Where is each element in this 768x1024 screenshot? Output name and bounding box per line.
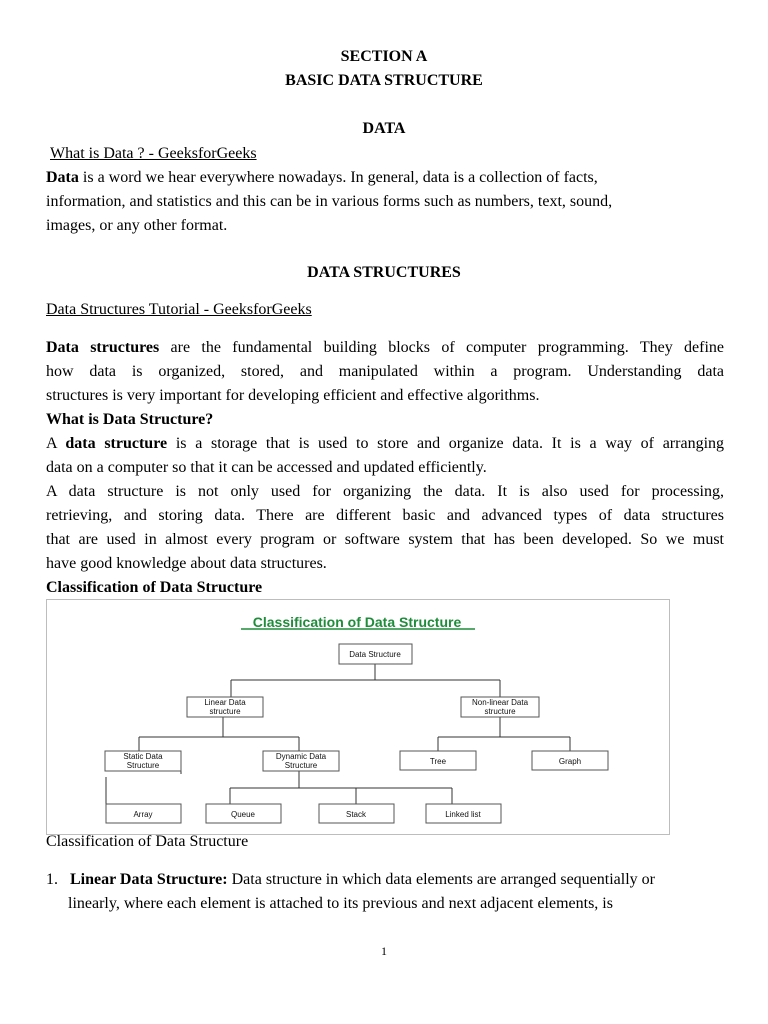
ds-paragraph-line-2: how data is organized, stored, and manipulated within a program. Understanding data xyxy=(46,363,724,380)
node-stack-label: Stack xyxy=(345,810,367,819)
ds-use-line-2: retrieving, and storing data. There are different basic and advanced types of data structures xyxy=(46,507,724,524)
node-static-label-1: Static Data xyxy=(123,752,163,761)
section-subtitle: BASIC DATA STRUCTURE xyxy=(285,72,483,89)
ds-def-line-2: data on a computer so that it can be accessed and updated efficiently. xyxy=(46,459,487,476)
node-graph-label: Graph xyxy=(558,757,582,766)
classification-diagram-svg xyxy=(47,600,669,834)
data-paragraph-line-1 xyxy=(46,166,724,190)
node-dynamic-label-1: Dynamic Data xyxy=(275,752,327,761)
data-term: Data xyxy=(46,169,79,186)
ds-link-line xyxy=(46,298,724,322)
data-heading: DATA xyxy=(362,120,406,137)
diagram-title: Classification of Data Structure xyxy=(252,614,462,630)
node-queue-label: Queue xyxy=(230,810,256,819)
node-linked-list-label: Linked list xyxy=(445,810,481,819)
node-tree-label: Tree xyxy=(429,757,447,766)
ds-paragraph-line-3: structures is very important for developing efficient and effective algorithms. xyxy=(46,387,540,404)
list-item-1-line-1: 1. Linear Data Structure: Data structure in which data elements are arranged sequentially or xyxy=(46,871,655,888)
data-paragraph-line-2: information, and statistics and this can be in various forms such as numbers, text, sound, xyxy=(46,193,613,210)
ds-paragraph-line-1: Data structures are the fundamental building blocks of computer programming. They define xyxy=(46,339,725,356)
node-static-label-2: Structure xyxy=(126,761,160,770)
node-linear-label-1: Linear Data xyxy=(204,698,246,707)
ds-def-term: data structure xyxy=(65,435,168,452)
data-link-line xyxy=(50,142,728,166)
classification-heading: Classification of Data Structure xyxy=(46,579,263,596)
list-number: 1. xyxy=(46,871,58,888)
ds-use-line-4: have good knowledge about data structures. xyxy=(46,555,327,572)
data-structures-heading: DATA STRUCTURES xyxy=(307,264,461,281)
section-title: SECTION A xyxy=(340,48,428,65)
diagram-connectors xyxy=(106,664,570,804)
what-is-ds-heading: What is Data Structure? xyxy=(46,411,214,428)
node-nonlinear-label-2: structure xyxy=(484,707,516,716)
figure-caption: Classification of Data Structure xyxy=(46,833,249,850)
node-dynamic-label-2: Structure xyxy=(284,761,318,770)
node-linear-label-2: structure xyxy=(209,707,241,716)
linear-ds-term: Linear Data Structure: xyxy=(70,871,228,888)
classification-diagram xyxy=(46,599,670,835)
node-data-structure-label: Data Structure xyxy=(349,650,401,659)
ds-def-line-1: A data structure is a storage that is used to store and organize data. It is a way of arranging xyxy=(46,435,725,452)
data-paragraph-line-3: images, or any other format. xyxy=(46,217,228,234)
node-array-label: Array xyxy=(133,810,153,819)
node-nonlinear-label-1: Non-linear Data xyxy=(471,698,529,707)
what-is-data-link[interactable]: What is Data ? - GeeksforGeeks xyxy=(50,145,257,162)
ds-term: Data structures xyxy=(46,339,160,356)
ds-use-line-3: that are used in almost every program or software system that has been developed. So we must xyxy=(46,531,724,548)
page-number: 1 xyxy=(381,944,387,958)
ds-use-line-1: A data structure is not only used for organizing the data. It is also used for processing, xyxy=(46,483,724,500)
ds-tutorial-link[interactable]: Data Structures Tutorial - GeeksforGeeks xyxy=(46,301,312,318)
data-text-1: is a word we hear everywhere nowadays. In general, data is a collection of facts, xyxy=(78,169,598,186)
list-item-1-line-2: linearly, where each element is attached to its previous and next adjacent elements, is xyxy=(68,895,613,912)
